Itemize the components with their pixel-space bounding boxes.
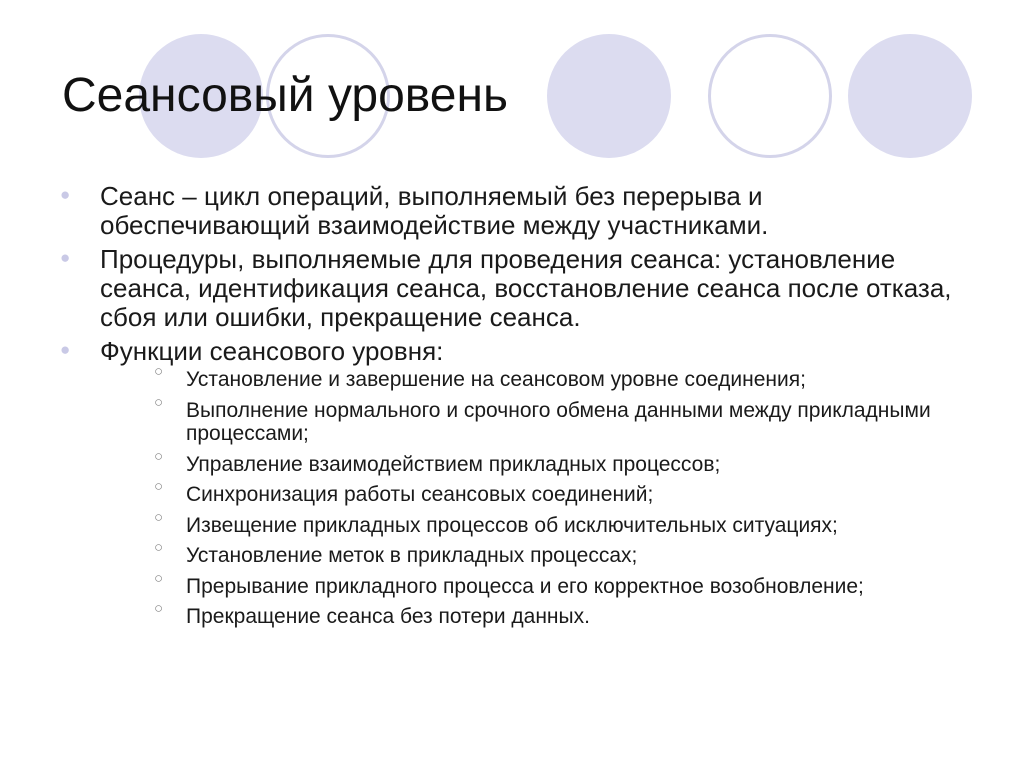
bullet-dot-icon: ● — [60, 340, 71, 359]
sub-bullet-item — [100, 363, 960, 392]
sub-bullet-text: Выполнение нормального и срочного обмена данными между прикладными процессами; — [186, 398, 931, 445]
sub-bullet-item — [100, 508, 960, 538]
slide-title: Сеансовый уровень — [62, 69, 508, 122]
sub-bullet-item — [100, 478, 960, 507]
circle-bullet-icon: ○ — [154, 539, 164, 556]
sub-bullet-text: Установление и завершение на сеансовом уровне соединения; — [186, 368, 806, 391]
bullet-text: Функции сеансового уровня: — [100, 336, 444, 366]
decorative-circle-filled — [547, 34, 671, 158]
sub-bullet-text: Прерывание прикладного процесса и его корректное возобновление; — [186, 574, 864, 598]
bullet-item — [60, 245, 960, 332]
bullet-text: Процедуры, выполняемые для проведения сеанса: установление сеанса, идентификация сеанса, восстановление сеанса после отказа, сбоя или ошибки, прекращение сеанса. — [100, 244, 952, 332]
bullet-list — [60, 182, 960, 636]
decorative-circle-filled — [848, 34, 972, 158]
sub-bullet-item — [100, 569, 960, 599]
decorative-circle-outline — [708, 34, 832, 158]
sub-bullet-item — [100, 447, 960, 477]
bullet-item — [60, 182, 960, 240]
sub-bullet-text: Управление взаимодействием прикладных процессов; — [186, 452, 721, 476]
sub-bullet-list — [100, 363, 960, 629]
circle-bullet-icon: ○ — [154, 478, 164, 495]
bullet-item — [60, 337, 960, 629]
sub-bullet-text: Синхронизация работы сеансовых соединений; — [186, 483, 654, 506]
sub-bullet-item — [100, 539, 960, 568]
bullet-dot-icon: ● — [60, 185, 71, 204]
bullet-dot-icon: ● — [60, 248, 71, 267]
bullet-text: Сеанс – цикл операций, выполняемый без перерыва и обеспечивающий взаимодействие между участниками. — [100, 181, 769, 240]
sub-bullet-text: Прекращение сеанса без потери данных. — [186, 605, 590, 628]
circle-bullet-icon: ○ — [154, 569, 164, 587]
circle-bullet-icon: ○ — [154, 393, 164, 411]
sub-bullet-text: Извещение прикладных процессов об исключительных ситуациях; — [186, 513, 838, 537]
sub-bullet-text: Установление меток в прикладных процессах; — [186, 544, 638, 567]
circle-bullet-icon: ○ — [154, 363, 164, 380]
circle-bullet-icon: ○ — [154, 447, 164, 465]
circle-bullet-icon: ○ — [154, 508, 164, 526]
circle-bullet-icon: ○ — [154, 600, 164, 617]
sub-bullet-item — [100, 600, 960, 629]
sub-bullet-item — [100, 393, 960, 446]
